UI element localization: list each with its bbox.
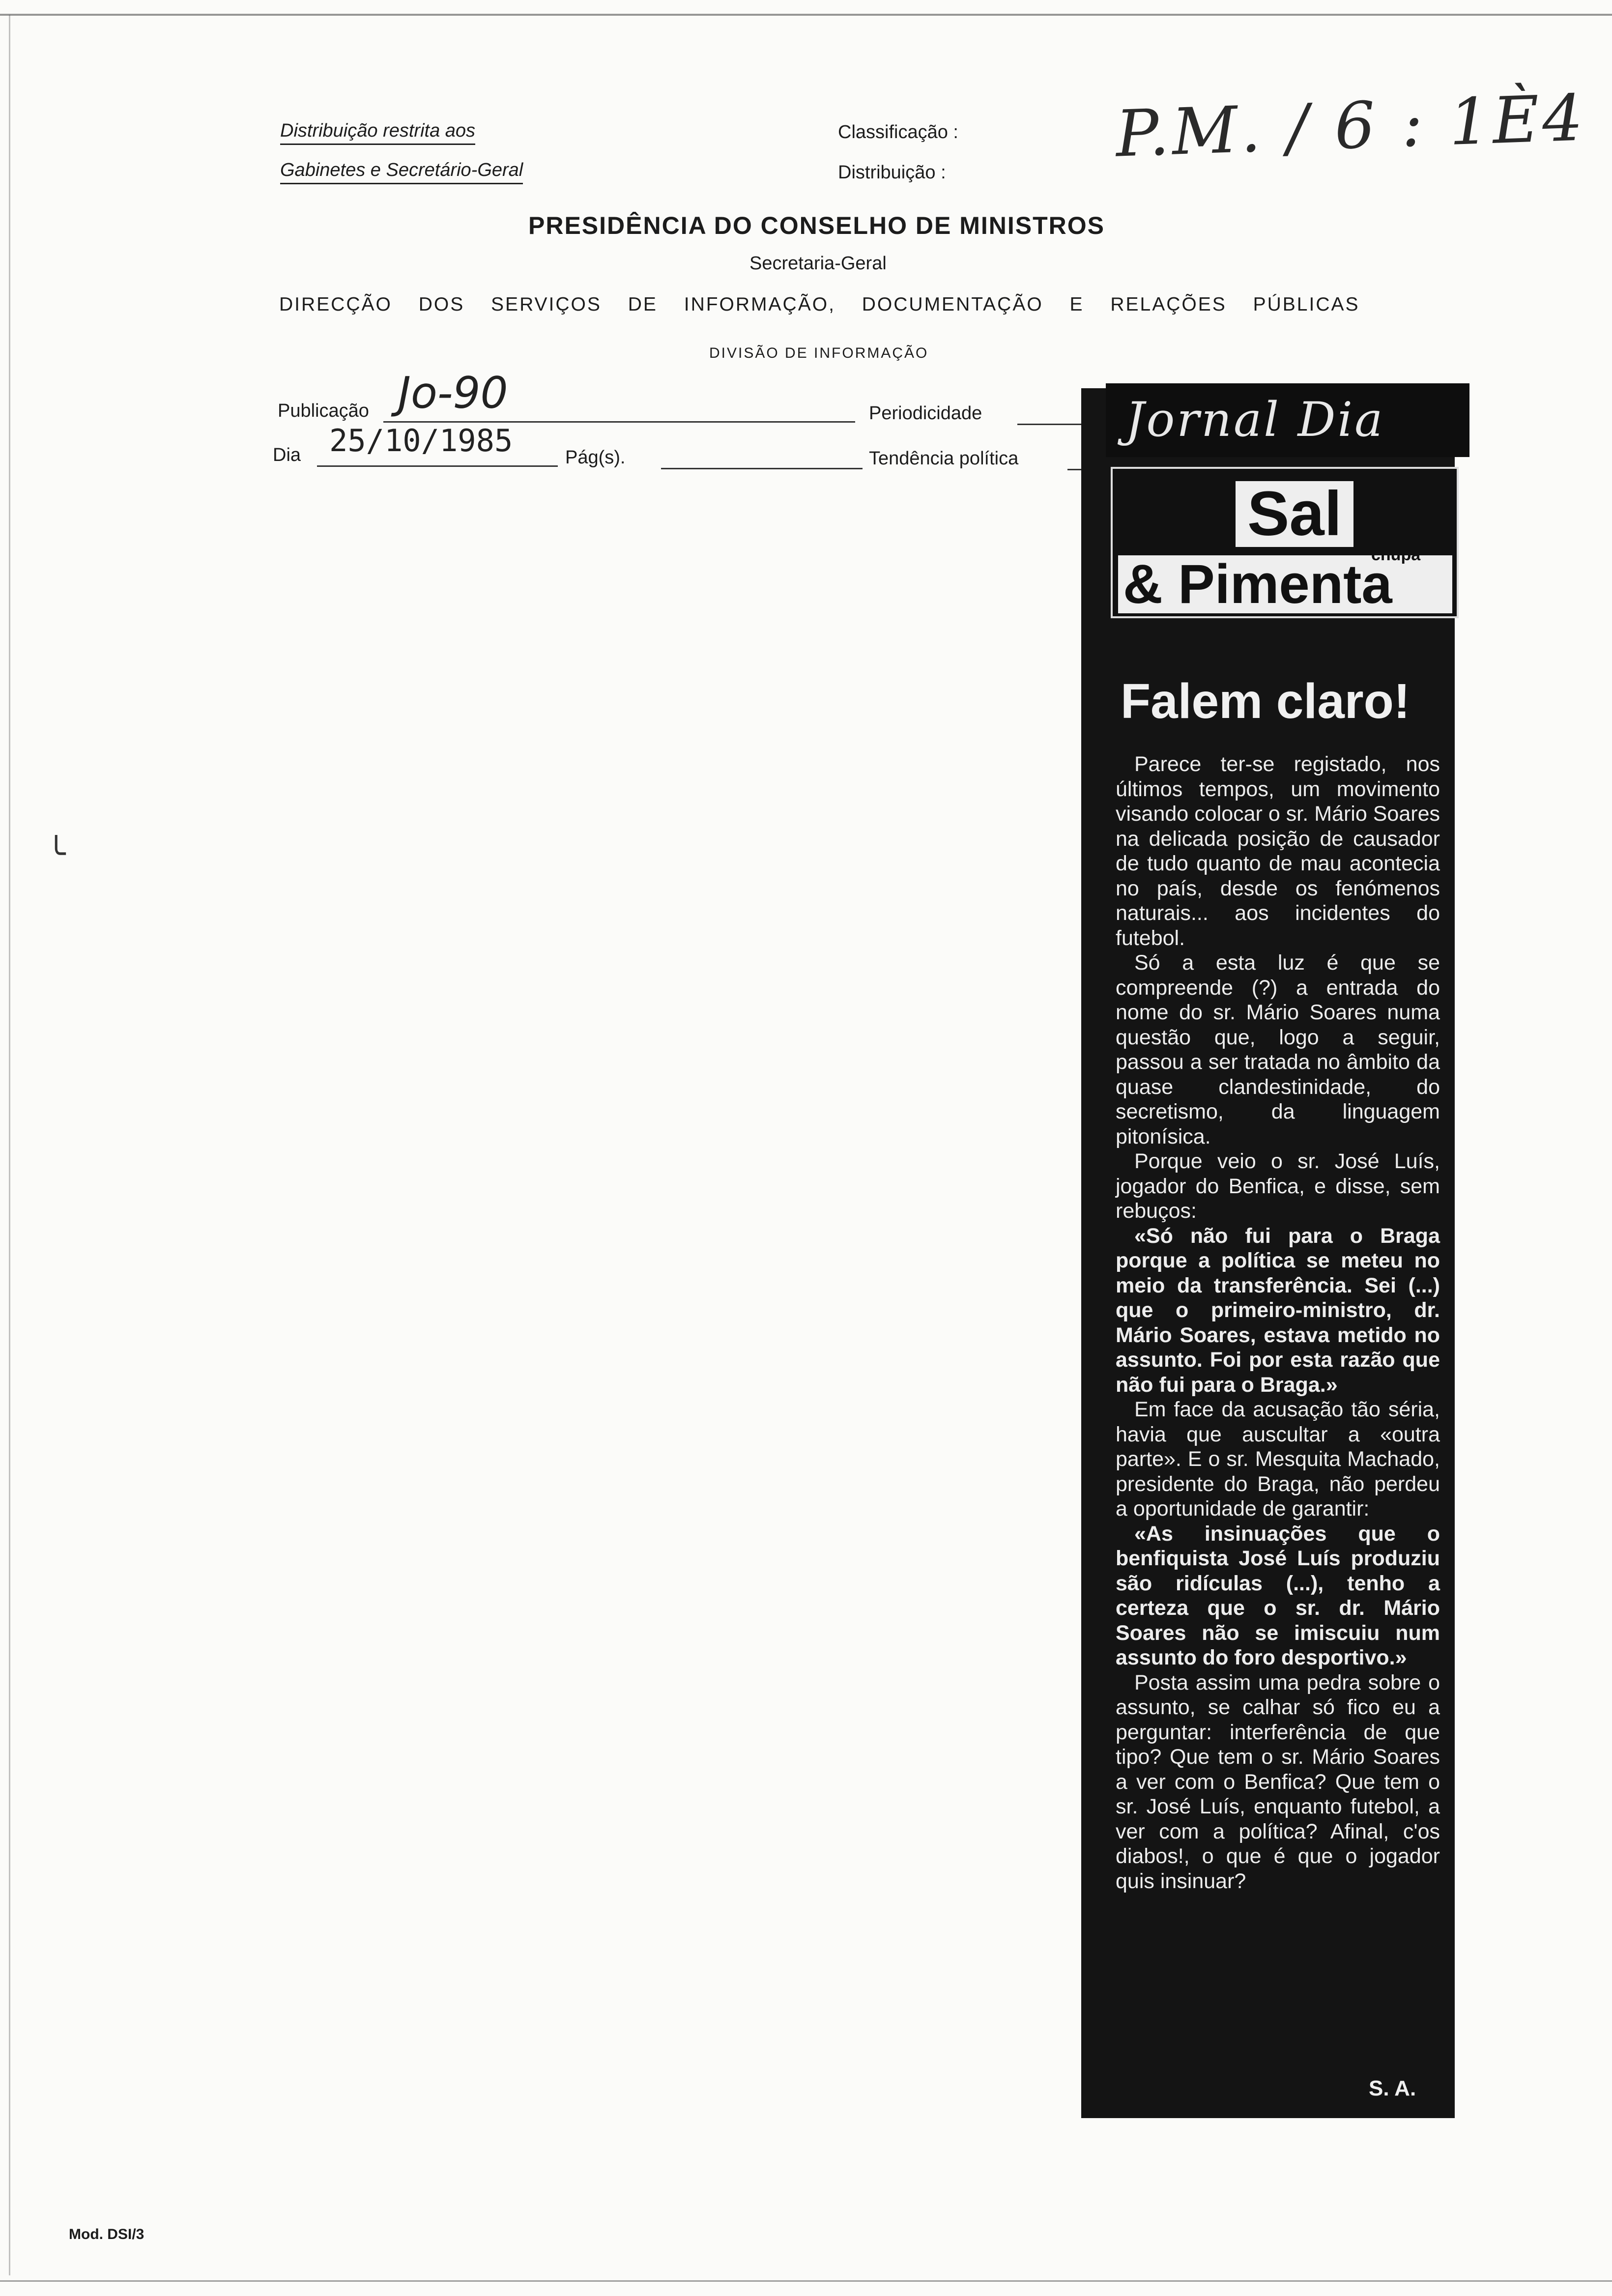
publicacao-handwritten: Jo-90 [398, 368, 508, 418]
clipping-paragraph: «Só não fui para o Braga porque a política se meteu no meio da transferência. Sei (...) que o primeiro-ministro, dr. Mário Soares, estava metido no assunto. Foi por esta razão que não fui para o Braga.» [1116, 1224, 1440, 1397]
clipping-banner [1106, 383, 1469, 457]
margin-pencil-mark: ╰ [47, 836, 66, 871]
page-subtitle: Secretaria-Geral [749, 253, 887, 274]
clipping-signature: S. A. [1369, 2076, 1416, 2100]
clipping-body [1116, 752, 1440, 1894]
divisao-line: DIVISÃO DE INFORMAÇÃO [709, 345, 929, 361]
tendencia-label: Tendência política [869, 448, 1019, 469]
distribution-line-2: Gabinetes e Secretário-Geral [280, 160, 523, 184]
dia-label: Dia [273, 445, 301, 465]
pags-label: Pág(s). [565, 447, 626, 468]
periodicidade-label: Periodicidade [869, 403, 982, 424]
clipping-paragraph: «As insinuações que o benfiquista José Luís produziu são ridículas (...), tenho a certeza que o sr. dr. Mário Soares não se imiscuiu num assunto do foro desportivo.» [1116, 1521, 1440, 1669]
handwritten-reference: P.M. / 6 : 1Ѐ4 [1114, 80, 1587, 172]
scan-top-edge [0, 14, 1612, 16]
direccao-line: DIRECÇÃO DOS SERVIÇOS DE INFORMAÇÃO, DOCUMENTAÇÃO E RELAÇÕES PÚBLICAS [279, 294, 1360, 315]
logo-word-sal: Sal [1234, 479, 1355, 549]
clipping-paragraph: Em face da acusação tão séria, havia que auscultar a «outra parte». E o sr. Mesquita Machado, presidente do Braga, não perdeu a oportunidade de garantir: [1116, 1398, 1440, 1521]
page-title: PRESIDÊNCIA DO CONSELHO DE MINISTROS [528, 212, 1105, 239]
banner-text: Jornal Dia [1125, 392, 1385, 447]
scan-bottom-edge [0, 2280, 1612, 2282]
distribution-line-1: Distribuição restrita aos [280, 120, 475, 145]
logo-small-text: chupa [1371, 545, 1421, 564]
distribuicao-label: Distribuição : [838, 162, 946, 183]
clipping-headline: Falem claro! [1121, 674, 1410, 729]
classificacao-label: Classificação : [838, 122, 958, 143]
dia-handwritten: 25/10/1985 [329, 423, 513, 459]
scan-left-edge [9, 15, 10, 2275]
clipping-paragraph: Só a esta luz é que se compreende (?) a entrada do nome do sr. Mário Soares numa questão que, logo a seguir, passou a ser tratada no âmbito da quase clandestinidade, do secretismo, da linguagem pitonísica. [1116, 951, 1440, 1148]
publicacao-label: Publicação [278, 401, 369, 421]
logo-word-pimenta: & Pimenta [1118, 555, 1452, 613]
clipping-paragraph: Porque veio o sr. José Luís, jogador do Benfica, e disse, sem rebuços: [1116, 1149, 1440, 1223]
dia-rule [317, 465, 558, 467]
clipping-paragraph: Parece ter-se registado, nos últimos tempos, um movimento visando colocar o sr. Mário Soares na delicada posição de causador de tudo quanto de mau acontecia no país, desde os fenómenos naturais... aos incidentes do futebol. [1116, 752, 1440, 950]
clipping-paragraph: Posta assim uma pedra sobre o assunto, se calhar só fico eu a perguntar: interferência de que tipo? Que tem o sr. Mário Soares a ver com o Benfica? Que tem o sr. José Luís, enquanto futebol, a ver com a política? Afinal, c'os diabos!, o que é que o jogador quis insinuar? [1116, 1670, 1440, 1893]
pags-rule [661, 468, 863, 469]
model-code: Mod. DSI/3 [69, 2226, 144, 2242]
